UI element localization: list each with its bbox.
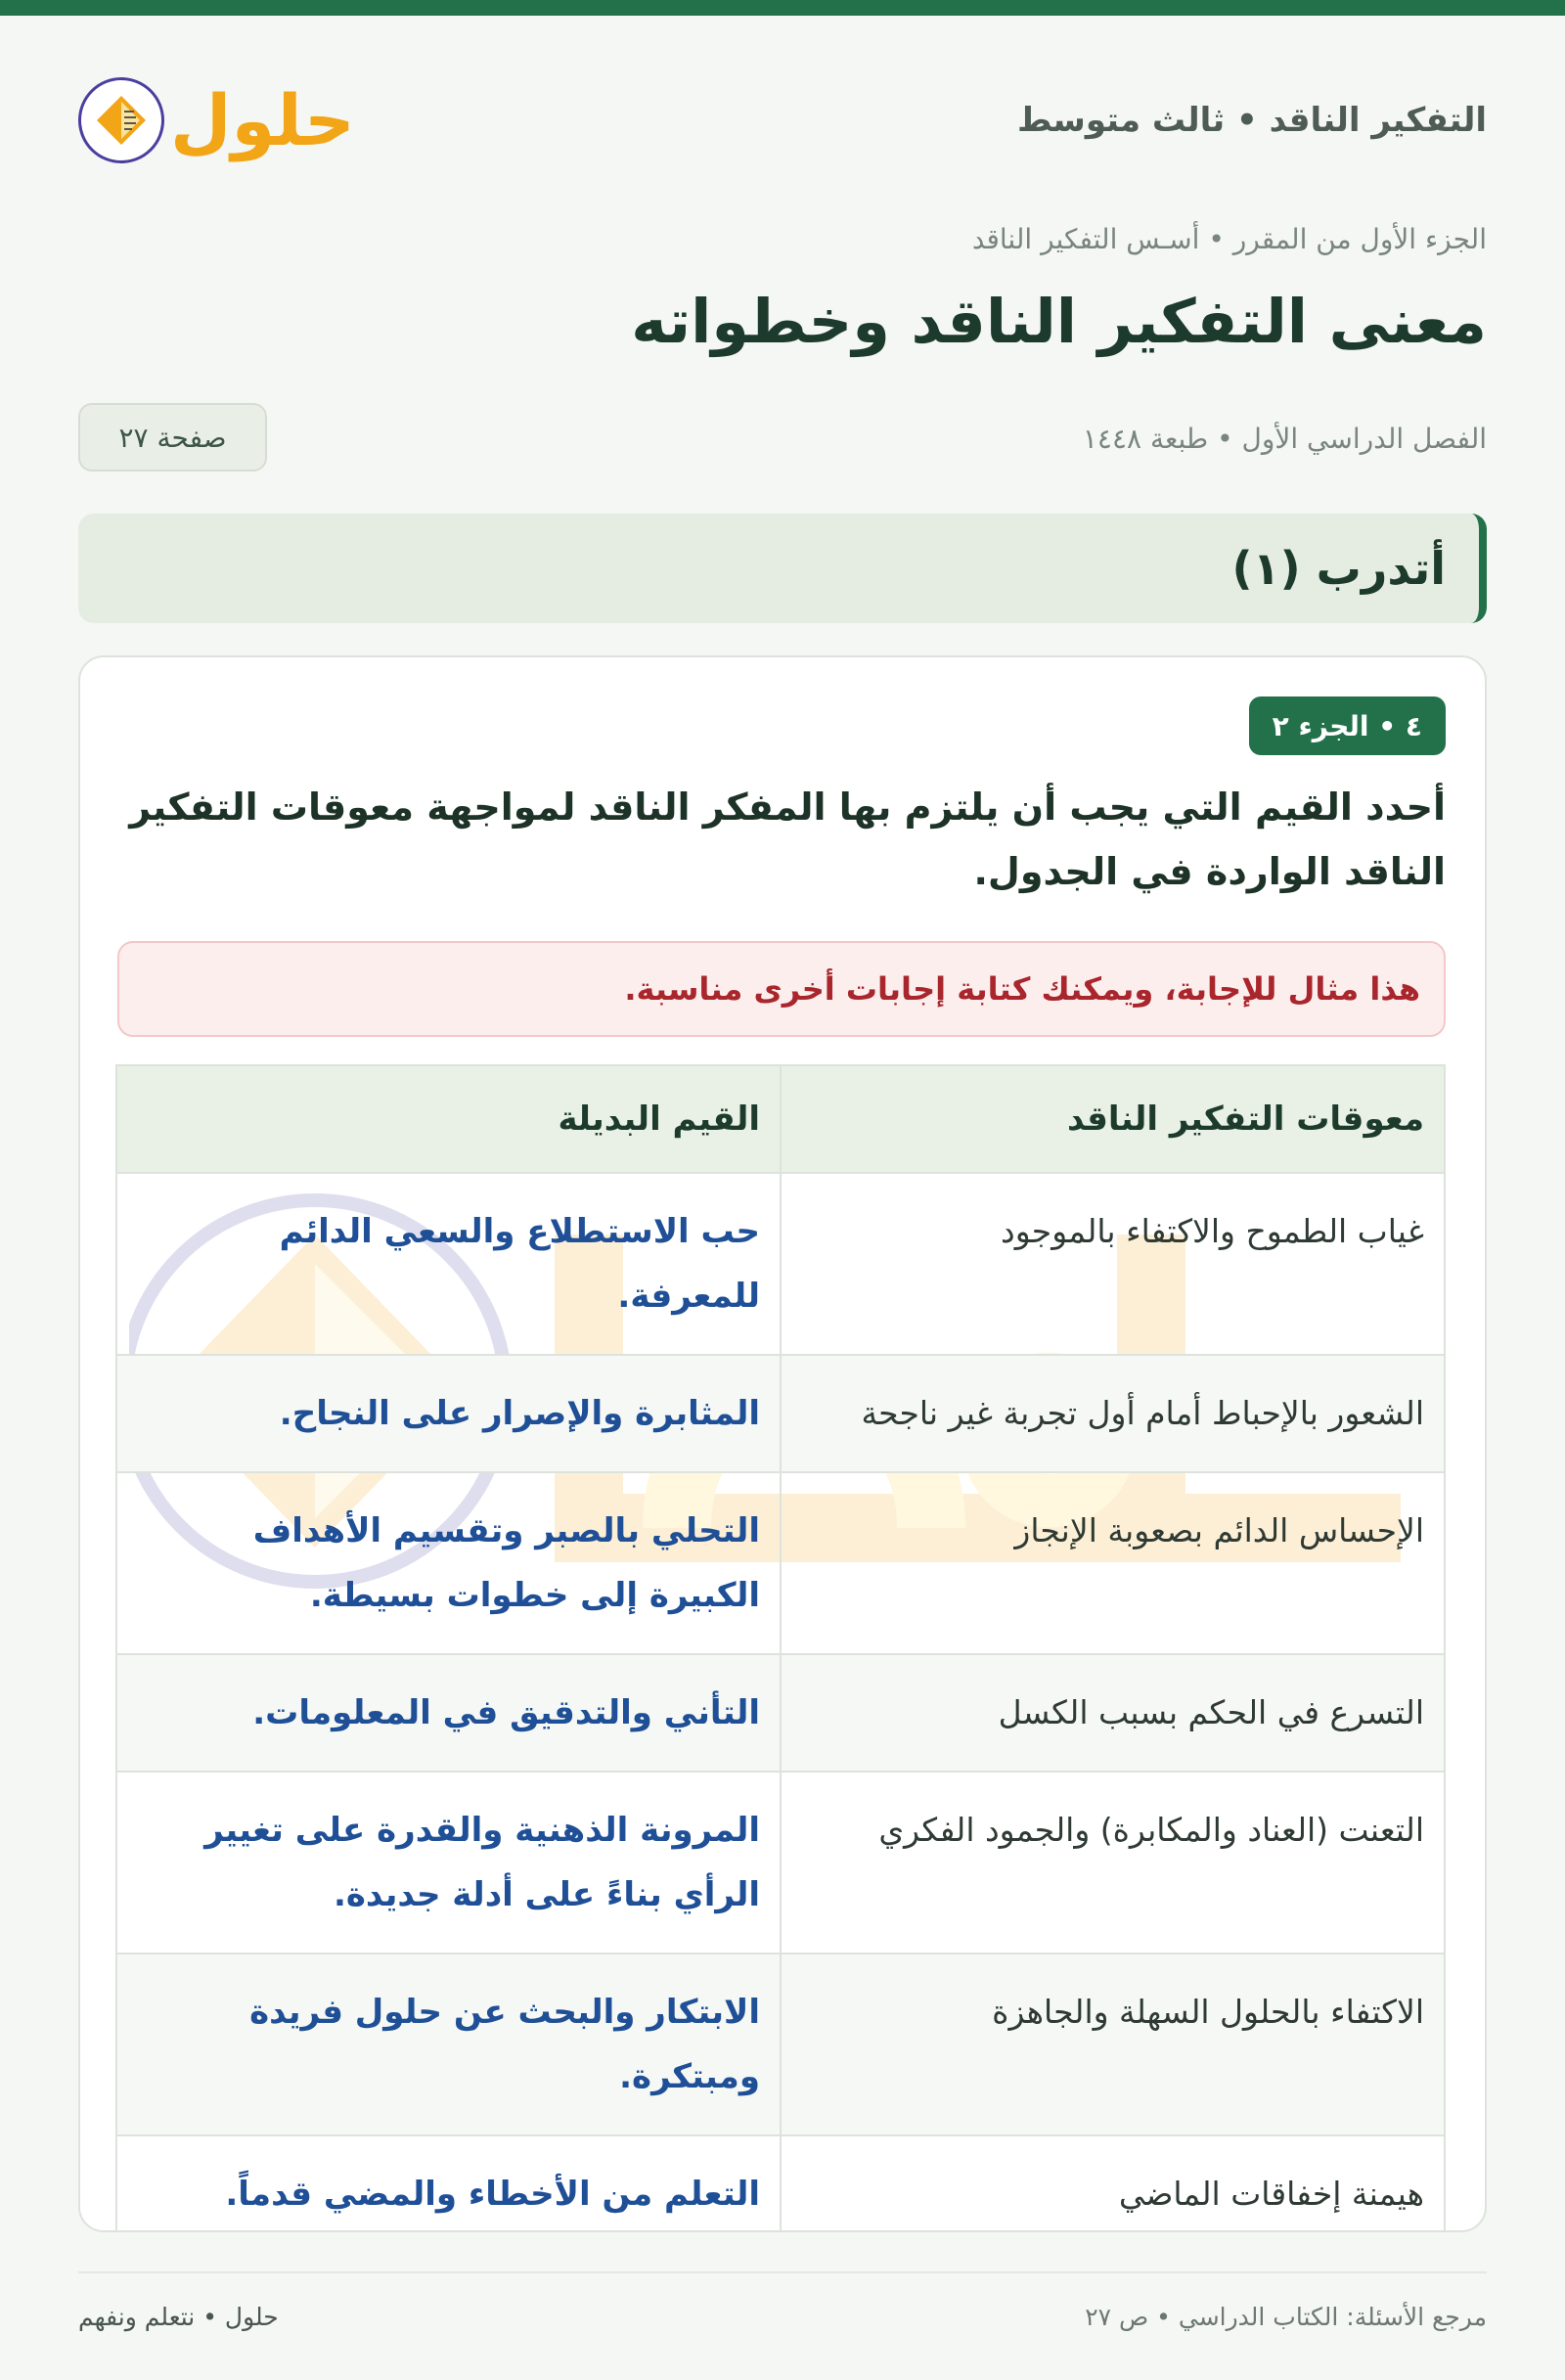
obstacle-cell: الشعور بالإحباط أمام أول تجربة غير ناجحة	[781, 1355, 1445, 1472]
question-card	[78, 655, 1487, 2232]
footer-brand: حلول • نتعلم ونفهم	[78, 2303, 279, 2331]
value-cell: حب الاستطلاع والسعي الدائم للمعرفة.	[116, 1173, 781, 1355]
footer-divider	[78, 2271, 1487, 2273]
section-header	[78, 514, 1487, 623]
table-row	[116, 1772, 1445, 1953]
answer-table	[115, 1064, 1446, 2232]
value-cell: التعلم من الأخطاء والمضي قدماً.	[116, 2135, 781, 2232]
obstacle-cell: هيمنة إخفاقات الماضي	[781, 2135, 1445, 2232]
breadcrumb: الجزء الأول من المقرر • أسـس التفكير الناقد	[971, 223, 1487, 255]
top-accent-strip	[0, 0, 1565, 16]
obstacle-cell: الإحساس الدائم بصعوبة الإنجاز	[781, 1472, 1445, 1654]
logo-wordmark: حلول	[170, 79, 355, 161]
obstacle-cell: التسرع في الحكم بسبب الكسل	[781, 1654, 1445, 1772]
value-cell: الابتكار والبحث عن حلول فريدة ومبتكرة.	[116, 1953, 781, 2135]
table-header-row	[116, 1065, 1445, 1173]
section-title: أتدرب (١)	[1231, 542, 1446, 595]
page-number-chip: صفحة ٢٧	[78, 403, 267, 472]
table-row	[116, 1472, 1445, 1654]
edition-meta: الفصل الدراسي الأول • طبعة ١٤٤٨	[1082, 423, 1487, 455]
value-cell: التأني والتدقيق في المعلومات.	[116, 1654, 781, 1772]
page-title: معنى التفكير الناقد وخطواته	[631, 286, 1487, 357]
table-row	[116, 1173, 1445, 1355]
obstacle-cell: غياب الطموح والاكتفاء بالموجود	[781, 1173, 1445, 1355]
book-icon	[78, 77, 164, 163]
header-subject: التفكير الناقد • ثالث متوسط	[1016, 101, 1487, 140]
obstacle-cell: التعنت (العناد والمكابرة) والجمود الفكري	[781, 1772, 1445, 1953]
column-header-obstacles: معوقات التفكير الناقد	[781, 1065, 1445, 1173]
logo[interactable]	[78, 77, 355, 163]
table-row	[116, 1355, 1445, 1472]
table-row	[116, 1953, 1445, 2135]
value-cell: المثابرة والإصرار على النجاح.	[116, 1355, 781, 1472]
value-cell: التحلي بالصبر وتقسيم الأهداف الكبيرة إلى خطوات بسيطة.	[116, 1472, 781, 1654]
obstacle-cell: الاكتفاء بالحلول السهلة والجاهزة	[781, 1953, 1445, 2135]
question-text: أحدد القيم التي يجب أن يلتزم بها المفكر الناقد لمواجهة معوقات التفكير الناقد الواردة في الجدول.	[129, 786, 1446, 893]
column-header-values: القيم البديلة	[116, 1065, 781, 1173]
table-row	[116, 2135, 1445, 2232]
answer-note: هذا مثال للإجابة، ويمكنك كتابة إجابات أخرى مناسبة.	[117, 941, 1446, 1037]
table-row	[116, 1654, 1445, 1772]
footer-source: مرجع الأسئلة: الكتاب الدراسي • ص ٢٧	[1085, 2303, 1487, 2331]
page-header	[78, 57, 1487, 184]
value-cell: المرونة الذهنية والقدرة على تغيير الرأي بناءً على أدلة جديدة.	[116, 1772, 781, 1953]
question-badge: ٤ • الجزء ٢	[1249, 696, 1446, 755]
